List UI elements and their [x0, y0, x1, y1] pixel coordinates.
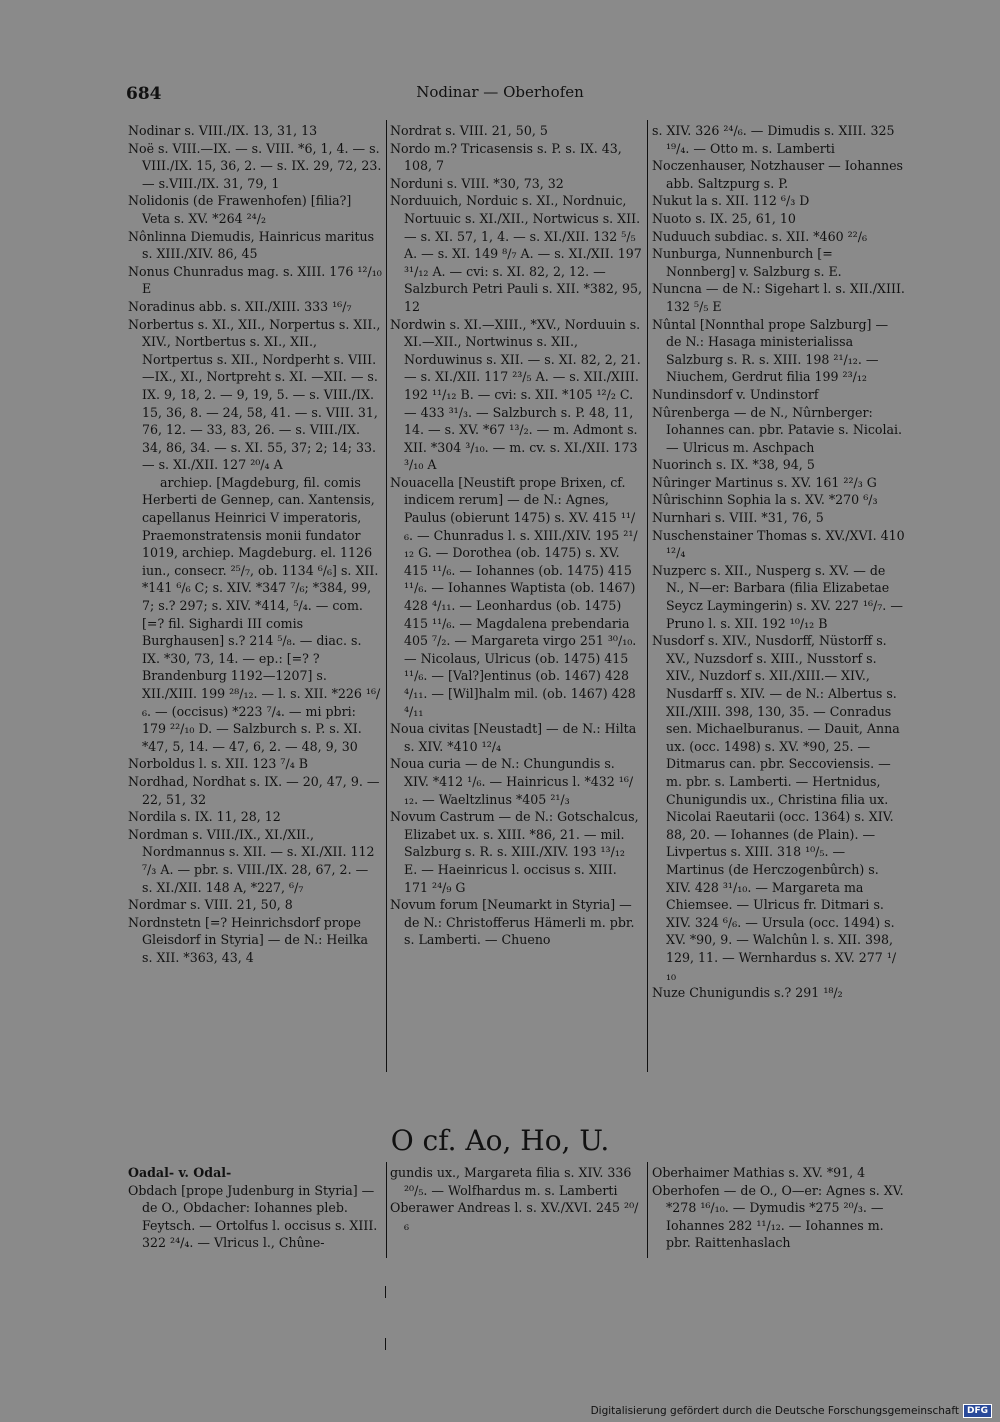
entry: Nonus Chunradus mag. s. XIII. 176 ¹²/₁₀ E — [128, 263, 382, 297]
entry: Norbertus s. XI., XII., Norpertus s. XII., XIV., Nortbertus s. XI., XII., Nortpertus s. XII., Nordperht s. VIII.—IX., XI., Nortpreht s. XI. —XII. — s. IX. 9, 18, 2. — 9, 19, 5. — s. VIII./IX. 15, 36, 8. — 24, 58, 41. — s. VIII. 31, 76, 12. — 33, 83, 26. — s. VIII./IX. 34, 86, 34. — s. XI. 55, 37; 2; 14; 33. — s. XI./XII. 127 ²⁰/₄ A — [128, 316, 381, 473]
entry: Noua civitas [Neustadt] — de N.: Hilta s. XIV. *410 ¹²/₄ — [390, 721, 637, 754]
entry: Nûrischinn Sophia la s. XV. *270 ⁶/₃ — [652, 492, 878, 508]
entry: Nurnhari s. VIII. *31, 76, 5 — [652, 510, 824, 526]
column-divider — [386, 1162, 387, 1258]
running-title: Nodinar — Oberhofen — [416, 83, 584, 101]
entry: Nuze Chunigundis s.? 291 ¹⁸/₂ — [652, 985, 843, 1001]
entry: Nuduuch subdiac. s. XII. *460 ²²/₆ — [652, 228, 867, 244]
entry: Obdach [prope Judenburg in Styria] — de O., Obdacher: Iohannes pleb. Feytsch. — Ortolfus l. occisus s. XIII. 322 ²⁴/₄. — Vlricus l., Chûne- — [128, 1182, 378, 1251]
entry: Novum Castrum — de N.: Gotschalcus, Elizabet ux. s. XIII. *86, 21. — mil. Salzburg s. R. s. XIII./XIV. 193 ¹³/₁₂ E. — Haeinricus l. occisus s. XIII. 171 ²⁴/₉ G — [390, 809, 639, 895]
entry: Oberhaimer Mathias s. XV. *91, 4 — [652, 1165, 866, 1180]
entry: Nûrenberga — de N., Nûrnberger: Iohannes can. pbr. Patavie s. Nicolai. — Ulricus m. Aschpach — [652, 404, 903, 455]
column-1 — [128, 122, 382, 967]
entry: Novum forum [Neumarkt in Styria] — de N.: Christofferus Hämerli m. pbr. s. Lamberti. — Chueno — [390, 897, 635, 948]
entry: Nordila s. IX. 11, 28, 12 — [128, 809, 281, 825]
entry: Nuschenstainer Thomas s. XV./XVI. 410 ¹²/₄ — [652, 527, 905, 561]
entry: Noczenhauser, Notzhauser — Iohannes abb. Saltzpurg s. P. — [652, 158, 904, 191]
entry: Nûringer Martinus s. XV. 161 ²²/₃ G — [652, 474, 877, 490]
entry: Nuncna — de N.: Sigehart l. s. XII./XIII. 132 ⁵/₅ E — [652, 281, 905, 314]
entry: Nuoto s. IX. 25, 61, 10 — [652, 210, 796, 226]
entry: Nuzperc s. XII., Nusperg s. XV. — de N., N—er: Barbara (filia Elizabetae Seycz Laymingerin) s. XV. 227 ¹⁶/₇. — Pruno l. s. XII. 192 ¹⁰/₁₂ B — [652, 562, 903, 631]
section-heading: O cf. Ao, Ho, U. — [390, 1124, 610, 1157]
entry: gundis ux., Margareta filia s. XIV. 336 ²⁰/₅. — Wolfhardus m. s. Lamberti — [390, 1165, 632, 1198]
entry: Nordnstetn [=? Heinrichsdorf prope Gleisdorf in Styria] — de N.: Heilka s. XII. *363, 43, 4 — [128, 914, 368, 965]
entry: Norboldus l. s. XII. 123 ⁷/₄ B — [128, 756, 308, 772]
entry: Oberhofen — de O., O—er: Agnes s. XV. *278 ¹⁶/₁₀. — Dymudis *275 ²⁰/₃. — Iohannes 282 ¹¹/₁₂. — Iohannes m. pbr. Raittenhaslach — [652, 1182, 904, 1251]
entry: Nukut la s. XII. 112 ⁶/₃ D — [652, 193, 810, 209]
entry: s. XIV. 326 ²⁴/₆. — Dimudis s. XIII. 325 ¹⁹/₄. — Otto m. s. Lamberti — [652, 123, 895, 156]
entry: Nônlinna Diemudis, Hainricus maritus s. XIII./XIV. 86, 45 — [128, 228, 375, 262]
column-divider — [647, 1162, 648, 1258]
dfg-logo: DFG — [963, 1404, 992, 1418]
entry: Oberawer Andreas l. s. XV./XVI. 245 ²⁰/₆ — [390, 1200, 639, 1233]
entry: Nûntal [Nonnthal prope Salzburg] — de N.: Hasaga ministerialissa Salzburg s. R. s. XIII. 198 ²¹/₁₂. — Niuchem, Gerdrut filia 199 ²³/₁₂ — [652, 316, 889, 385]
column-3 — [652, 122, 906, 1002]
entry: Nuorinch s. IX. *38, 94, 5 — [652, 457, 815, 473]
column-2 — [390, 122, 642, 949]
bottom-column-2 — [390, 1164, 642, 1234]
page-number: 684 — [126, 84, 162, 104]
entry: Nordhad, Nordhat s. IX. — 20, 47, 9. — 22, 51, 32 — [128, 773, 380, 807]
column-divider — [386, 120, 387, 1072]
footer — [591, 1404, 992, 1418]
entry: Oadal- v. Odal- — [128, 1165, 232, 1180]
bottom-column-3 — [652, 1164, 906, 1252]
entry: Nordwin s. XI.—XIII., *XV., Norduuin s. XI.—XII., Nortwinus s. XII., Norduwinus s. XII. — s. XI. 82, 2, 21. — s. XI./XII. 117 ²³/₅ A. — s. XII./XIII. 192 ¹¹/₁₂ B. — cvi: s. XII. *105 ¹²/₂ C. — 433 ³¹/₃. — Salzburch s. P. 48, 11, 14. — s. XV. *67 ¹³/₂. — m. Admont s. XII. *304 ³/₁₀. — m. cv. s. XI./XII. 173 ³/₁₀ A — [390, 316, 641, 473]
gutter-mark — [385, 1286, 386, 1298]
entry: Nodinar s. VIII./IX. 13, 31, 13 — [128, 123, 318, 138]
entry: Nunburga, Nunnenburch [= Nonnberg] v. Salzburg s. E. — [652, 246, 842, 279]
entry: archiep. [Magdeburg, fil. comis Herberti de Gennep, can. Xantensis, capellanus Heinrici V imperatoris, Praemonstratensis monii fundator 1019, archiep. Magdeburg. el. 1126 iun., consecr. ²⁵/₇, ob. 1134 ⁶/₆] s. XII. *141 ⁶/₆ C; s. XIV. *347 ⁷/₆; *384, 99, 7; s.? 297; s. XIV. *414, ⁵/₄. — com. [=? fil. Sighardi III comis Burghausen] s.? 214 ⁵/₈. — diac. s. IX. *30, 73, 14. — ep.: [=? ? Brandenburg 1192—1207] s. XII./XIII. 199 ²⁸/₁₂. — l. s. XII. *226 ¹⁶/₆. — (occisus) *223 ⁷/₄. — mi pbri: 179 ²²/₁₀ D. — Salzburch s. P. s. XI. *47, 5, 14. — 47, 6, 2. — 48, 9, 30 — [142, 474, 381, 754]
entry: Nordman s. VIII./IX., XI./XII., Nordmannus s. XII. — s. XI./XII. 112 ⁷/₃ A. — pbr. s. VIII./IX. 28, 67, 2. — s. XI./XII. 148 A, *227, ⁶/₇ — [128, 826, 375, 895]
entry: Noë s. VIII.—IX. — s. VIII. *6, 1, 4. — s. VIII./IX. 15, 36, 2. — s. IX. 29, 72, 23. — s.VIII./IX. 31, 79, 1 — [128, 140, 382, 191]
entry: Noua curia — de N.: Chungundis s. XIV. *412 ¹/₆. — Hainricus l. *432 ¹⁶/₁₂. — Waeltzlinus *405 ²¹/₃ — [390, 756, 634, 807]
entry: Nordo m.? Tricasensis s. P. s. IX. 43, 108, 7 — [390, 140, 622, 174]
column-divider — [647, 120, 648, 1072]
gutter-mark — [385, 1338, 386, 1350]
entry: Nolidonis (de Frawenhofen) [filia?] Veta s. XV. *264 ²⁴/₂ — [128, 193, 352, 226]
entry: Nordrat s. VIII. 21, 50, 5 — [390, 123, 548, 138]
entry: Nouacella [Neustift prope Brixen, cf. indicem rerum] — de N.: Agnes, Paulus (obierunt 1475) s. XV. 415 ¹¹/₆. — Chunradus l. s. XIII./XIV. 195 ²¹/₁₂ G. — Dorothea (ob. 1475) s. XV. 415 ¹¹/₆. — Iohannes (ob. 1475) 415 ¹¹/₆. — Iohannes Waptista (ob. 1467) 428 ⁴/₁₁. — Leonhardus (ob. 1475) 415 ¹¹/₆. — Magdalena prebendaria 405 ⁷/₂. — Margareta virgo 251 ³⁰/₁₀. — Nicolaus, Ulricus (ob. 1475) 415 ¹¹/₆. — [Val?]entinus (ob. 1467) 428 ⁴/₁₁. — [Wil]halm mil. (ob. 1467) 428 ⁴/₁₁ — [390, 474, 638, 719]
entry: Nundinsdorf v. Undinstorf — [652, 386, 819, 402]
entry: Nusdorf s. XIV., Nusdorff, Nüstorff s. XV., Nuzsdorf s. XIII., Nusstorf s. XIV., Nuzdorf s. XII./XIII.— XIV., Nusdarff s. XIV. — de N.: Albertus s. XII./XIII. 398, 130, 35. — Conradus sen. Michaelburanus. — Dauit, Anna ux. (occ. 1498) s. XV. *90, 25. — Ditmarus can. pbr. Seccoviensis. — m. pbr. s. Lamberti. — Hertnidus, Chunigundis ux., Christina filia ux. Nicolai Raeutarii (occ. 1364) s. XIV. 88, 20. — Iohannes (de Plain). — Livpertus s. XIII. 318 ¹⁰/₅. — Martinus (de Herczogenbûrch) s. XIV. 428 ³¹/₁₀. — Margareta ma Chiemsee. — Ulricus fr. Ditmari s. XIV. 324 ⁶/₆. — Ursula (occ. 1494) s. XV. *90, 9. — Walchûn l. s. XII. 398, 129, 11. — Wernhardus s. XV. 277 ¹/₁₀ — [652, 633, 900, 983]
entry: Nordmar s. VIII. 21, 50, 8 — [128, 897, 293, 913]
footer-text: Digitalisierung gefördert durch die Deutsche Forschungsgemeinschaft — [590, 1405, 959, 1417]
bottom-column-1 — [128, 1164, 382, 1252]
entry: Norduni s. VIII. *30, 73, 32 — [390, 175, 564, 191]
entry: Noradinus abb. s. XII./XIII. 333 ¹⁶/₇ — [128, 298, 352, 314]
entry: Norduuich, Norduic s. XI., Nordnuic, Nortuuic s. XI./XII., Nortwicus s. XII. — s. XI. 57, 1, 4. — s. XI./XII. 132 ⁵/₅ A. — s. XI. 149 ⁸/₇ A. — s. XI./XII. 197 ³¹/₁₂ A. — cvi: s. XI. 82, 2, 12. — Salzburch Petri Pauli s. XII. *382, 95, 12 — [390, 193, 642, 314]
